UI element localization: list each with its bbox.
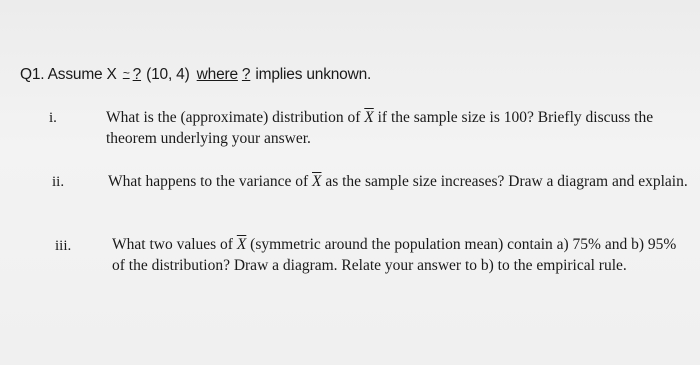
item-number: i.: [49, 110, 57, 126]
item-text-part2: (symmetric around the population mean) contain a) 75% and b) 95% of the distribution? Draw a diagram. Relate your answer to b) to the empirical rule.: [112, 236, 677, 274]
xbar-symbol: $\overline{X}$: [236, 236, 247, 253]
item-text: [112, 234, 692, 276]
where-word: where: [196, 66, 238, 83]
item-text-part1: What is the (approximate) distribution of: [106, 109, 361, 126]
item-text-part2: if the sample size is 100? Briefly discuss the theorem underlying your answer.: [106, 109, 654, 147]
item-text-part1: What two values of: [112, 236, 233, 253]
question-prefix: Assume X: [47, 66, 117, 83]
distribution-params: (10, 4): [146, 66, 190, 83]
item-text-part1: What happens to the variance of: [108, 173, 309, 190]
item-text: [106, 107, 686, 149]
item-number: ii.: [52, 174, 65, 190]
question-header: [20, 66, 371, 84]
item-text-part2: as the sample size increases? Draw a diagram and explain.: [325, 173, 688, 190]
xbar-symbol: $\overline{X}$: [364, 109, 374, 126]
question-label: Q1.: [20, 66, 45, 83]
xbar-symbol: $\overline{X}$: [312, 173, 322, 190]
item-text: [108, 171, 688, 192]
sim-symbol: ~: [122, 66, 130, 80]
unknown-mark: ?: [132, 66, 142, 83]
unknown-mark-2: ?: [241, 66, 251, 83]
item-number: iii.: [55, 238, 72, 254]
question-suffix: implies unknown.: [255, 66, 372, 83]
